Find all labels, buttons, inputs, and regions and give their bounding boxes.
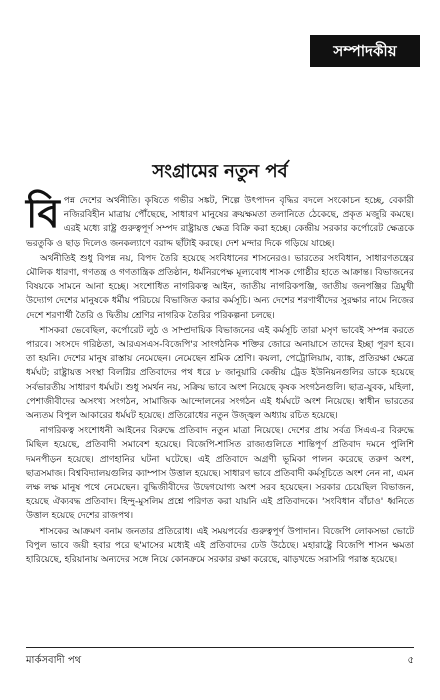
editorial-body xyxy=(26,191,414,568)
page-number: ৫ xyxy=(407,655,414,666)
paragraph: নাগরিকত্ব সংশোধনী আইনের বিরুদ্ধে প্রতিবাদ নতুন মাত্রা নিয়েছে। দেশের প্রায় সর্বত্র সিএএ-র বিরুদ্ধে মিছিল হয়েছে, প্রতিবাদী সমাবেশ হয়েছে। বিজেপি-শাসিত রাজ্যগুলিতে শান্তিপূর্ণ প্রতিবাদ দমনে পুলিশি দমনপীড়ন হয়েছে। প্রাণহানির ঘটনা ঘটেছে। এই প্রতিবাদে অগ্রণী ভূমিকা পালন করেছে তরুণ অংশ, ছাত্রসমাজ। বিশ্ববিদ্যালয়গুলির ক্যাম্পাস উত্তাল হয়েছে। সাধারণ ভাবে প্রতিবাদী কর্মসূচিতে অংশ নেন না, এমন লক্ষ লক্ষ মানুষ পথে নেমেছেন। বুদ্ধিজীবীদের উদ্বেগযোগ্য অংশ সরব হয়েছেন। সরকার চেয়েছিল বিভাজন, হয়েছে ঐক্যবদ্ধ প্রতিবাদ। হিন্দু-মুসলিম প্রশ্নে পরিণত করা যায়নি এই প্রতিবাদকে। 'সংবিধান বাঁচাও' ধ্বনিতে উত্তাল হয়েছে দেশের রাজপথ। xyxy=(26,426,414,522)
section-badge: সম্পাদকীয় xyxy=(310,35,420,67)
paragraph: অর্থনীতিই শুধু বিপন্ন নয়, বিপদ তৈরি হয়েছে সংবিধানের শাসনেরও। ভারতের সংবিধান, সাধারণতন্ত্রের মৌলিক ধারণা, গণতন্ত্র ও গণতান্ত্রিক প্রতিষ্ঠান, ধর্মনিরপেক্ষ মূল্যবোধ শাসক গোষ্ঠীর হাতে আক্রান্ত। বিভাজনের বিষয়কে সামনে আনা হচ্ছে। সংশোধিত নাগরিকত্ব আইন, জাতীয় নাগরিকপঞ্জি, জাতীয় জনপঞ্জির ত্রিমুখী উদ্যোগ দেশের মানুষকে ধর্মীয় পরিচয়ে বিভাজিত করার কর্মসূচি। অন্য দেশের শরণার্থীদের সুরক্ষার নামে নিজের দেশে শরণার্থী তৈরি ও দ্বিতীয় শ্রেণির নাগরিক তৈরির পরিকল্পনা চলছে। xyxy=(26,253,414,321)
paragraph: শাসকের আক্রমণ বনাম জনতার প্রতিরোধ। এই সময়পর্বের গুরুত্বপূর্ণ উপাদান। বিজেপি লোকসভা ভোটে বিপুল ভাবে জয়ী হবার পরে ছ'মাসের মধ্যেই এই প্রতিবাদের ঢেউ উঠেছে। মহারাষ্ট্রে বিজেপি শাসন ক্ষমতা হারিয়েছে, হরিয়ানায় অন্যদের সঙ্গে নিয়ে কোনক্রমে সরকার রক্ষা করেছে, ঝাড়খন্ডে সরাসরি পরাস্ত হয়েছে। xyxy=(26,526,414,566)
editorial-headline: সংগ্রামের নতুন পর্ব xyxy=(152,161,288,182)
paragraph xyxy=(26,191,414,251)
paragraph: শাসকরা ভেবেছিল, কর্পোরেট লুঠ ও সাম্প্রদায়িক বিভাজনের এই কর্মসূচি তারা মসৃণ ভাবেই সম্পন্ন করতে পারবে। সংসদে গরিষ্ঠতা, আরএসএস-বিজেপি'র সাংগঠনিক শক্তির জোরে অনায়াসে তাদের ইচ্ছা পূরণ হবে। তা হয়নি। দেশের মানুষ রাস্তায় নেমেছেন। নেমেছেন শ্রমিক শ্রেণি। কয়লা, পেট্রোলিয়াম, ব্যাঙ্ক, প্রতিরক্ষা ক্ষেত্রে ধর্মঘট; রাষ্ট্রায়ত্ত সংস্থা বিলগ্নির প্রতিবাদের পথ ধরে ৮ জানুয়ারি কেন্দ্রীয় ট্রেড ইউনিয়নগুলির ডাকে হয়েছে সর্বভারতীয় সাধারণ ধর্মঘট। শুধু সমর্থন নয়, সক্রিয় ভাবে অংশ নিয়েছে কৃষক সংগঠনগুলি। ছাত্র-যুবক, মহিলা, পেশাজীবীদের অসংখ্য সংগঠন, সামাজিক আন্দোলনের সংগঠন এই ধর্মঘটে অংশ নিয়েছে। স্বাধীন ভারতের অন্যতম বিপুল আকারের ধর্মঘট হয়েছে। প্রতিরোধের নতুন উজ্জ্বল অধ্যায় রচিত হয়েছে। xyxy=(26,325,414,422)
paragraph-text: পন্ন দেশের অর্থনীতি। কৃষিতে গভীর সঙ্কট, শিল্পে উৎপাদন বৃদ্ধির বদলে সংকোচন হচ্ছে, বেকারী নজিরবিহীন মাত্রায় পৌঁছেছে, সাধারণ মানুষের ক্রয়ক্ষমতা তলানিতে ঠেকেছে, প্রকৃত মজুরি কমছে। এরই মধ্যে রাষ্ট্র গুরুত্বপূর্ণ সম্পদ রাষ্ট্রায়ত্ত ক্ষেত্র বিক্রি করা হচ্ছে। কেন্দ্রীয় সরকার কর্পোরেট ক্ষেত্রকে ভরতুকি ও ছাড় দিলেও জনকল্যাণে বরাদ্দ ছাঁটাই করছে। দেশ মন্দার দিকে গড়িয়ে যাচ্ছে। xyxy=(26,196,414,249)
footer-divider xyxy=(26,647,414,648)
publication-name: মার্কসবাদী পথ xyxy=(26,655,82,666)
drop-cap: বি xyxy=(26,191,60,237)
